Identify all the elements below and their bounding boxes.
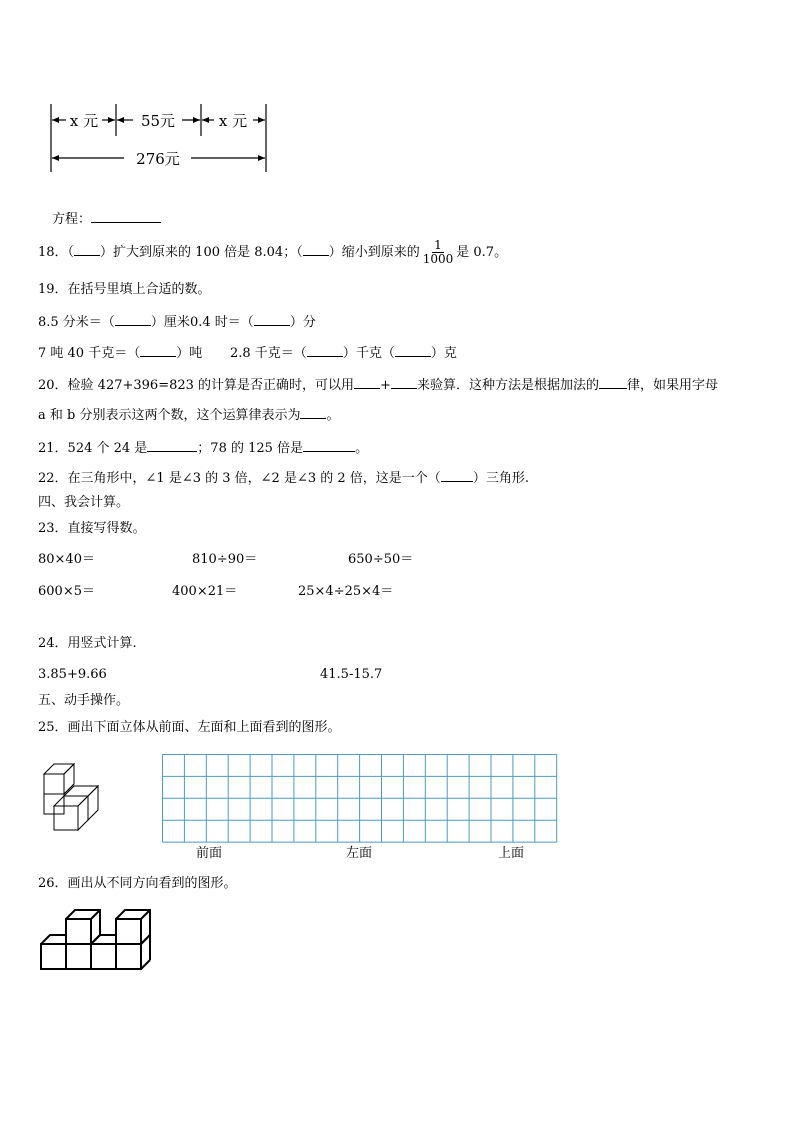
fraction-denominator: 1000 [422,252,454,266]
label-front-view: 前面 [196,846,223,861]
q23-item-2: 810÷90＝ [192,552,258,567]
q19-blank-1[interactable] [115,313,151,326]
q20-text-4: 律，如果用字母 [626,378,718,393]
equation-blank[interactable] [91,210,161,223]
q20-text-6: 。 [326,408,340,423]
section-5-heading: 五、动手操作。 [38,693,130,708]
q21-text-2: ；78 的 125 倍是 [197,441,304,456]
q23-item-4: 600×5＝ [38,584,95,599]
q18-text-3: ）缩小到原来的 [328,245,420,260]
q19-blank-2[interactable] [254,313,290,326]
drawing-grid[interactable] [162,754,560,843]
question-20-line-2 [38,406,340,424]
q19-item-4-post: ）克 [430,346,457,361]
section-4-heading: 四、我会计算。 [38,495,130,510]
equation-label: 方程： [52,212,92,227]
label-left-view: 左面 [346,846,373,861]
question-26-title: 26．画出从不同方向看到的图形。 [38,876,237,891]
q20-blank-3[interactable] [599,376,627,389]
q20-text-1: 20．检验 427+396=823 的计算是否正确时，可以用 [38,378,355,393]
q23-item-6: 25×4÷25×4＝ [298,584,394,599]
q21-blank-1[interactable] [147,439,197,452]
cube-stack-figure-25 [40,760,104,832]
q24-item-1: 3.85+9.66 [38,667,107,682]
q19-item-1-pre: 8.5 分米＝（ [38,315,115,330]
q23-item-1: 80×40＝ [38,552,95,567]
q19-item-2 [190,313,316,331]
q20-text-2: + [380,378,391,393]
q19-blank-4[interactable] [307,344,343,357]
q19-blank-5[interactable] [395,344,431,357]
q22-blank-1[interactable] [441,469,473,482]
q18-text-1: 18．（ [38,245,75,260]
q19-item-4-mid: ）千克（ [342,346,395,361]
q19-item-1 [38,313,190,331]
q24-item-2: 41.5-15.7 [320,667,383,682]
question-25-title: 25．画出下面立体从前面、左面和上面看到的图形。 [38,720,341,735]
question-20-line-1 [38,376,718,394]
q21-text-3: 。 [355,441,369,456]
question-18 [38,238,507,268]
label-top-view: 上面 [498,846,525,861]
question-24-title: 24．用竖式计算. [38,636,137,651]
equation-line [52,210,161,228]
segment-left-label: x 元 [69,112,99,130]
q18-blank-1[interactable] [74,243,100,256]
q20-text-5: a 和 b 分别表示这两个数，这个运算律表示为 [38,408,301,423]
q22-text-2: ）三角形. [472,471,529,486]
q19-blank-3[interactable] [140,344,176,357]
q20-blank-1[interactable] [354,376,380,389]
q19-item-3 [38,344,202,362]
question-23-title: 23．直接写得数。 [38,521,146,536]
q18-text-4: 是 0.7。 [456,245,508,260]
q19-item-4 [230,344,457,362]
segment-middle-label: 55元 [140,112,176,130]
q19-item-3-post: ）吨 [176,346,203,361]
question-21 [38,439,368,457]
question-19-title: 19．在括号里填上合适的数。 [38,282,211,297]
q20-blank-4[interactable] [300,406,326,419]
cube-row-figure-26 [38,906,156,972]
q19-item-2-post: ）分 [289,315,316,330]
segment-right-label: x 元 [218,112,248,130]
q19-item-4-pre: 2.8 千克＝（ [230,346,307,361]
q22-text-1: 22．在三角形中，∠1 是∠3 的 3 倍，∠2 是∠3 的 2 倍，这是一个（ [38,471,441,486]
q20-blank-2[interactable] [391,376,417,389]
segment-total-label: 276元 [136,150,180,168]
q18-fraction [421,239,456,266]
fraction-numerator: 1 [434,238,442,252]
q18-blank-2[interactable] [303,243,329,256]
q20-text-3: 来验算．这种方法是根据加法的 [416,378,599,393]
q21-text-1: 21．524 个 24 是 [38,441,148,456]
q19-item-1-post: ）厘米 [150,315,190,330]
segment-diagram [44,98,274,176]
q19-item-2-pre: 0.4 时＝（ [190,315,254,330]
q18-text-2: ）扩大到原来的 100 倍是 8.04；（ [100,245,303,260]
q23-item-5: 400×21＝ [172,584,238,599]
q23-item-3: 650÷50＝ [348,552,414,567]
q21-blank-2[interactable] [303,439,355,452]
q19-item-3-pre: 7 吨 40 千克＝（ [38,346,141,361]
question-22 [38,469,529,487]
